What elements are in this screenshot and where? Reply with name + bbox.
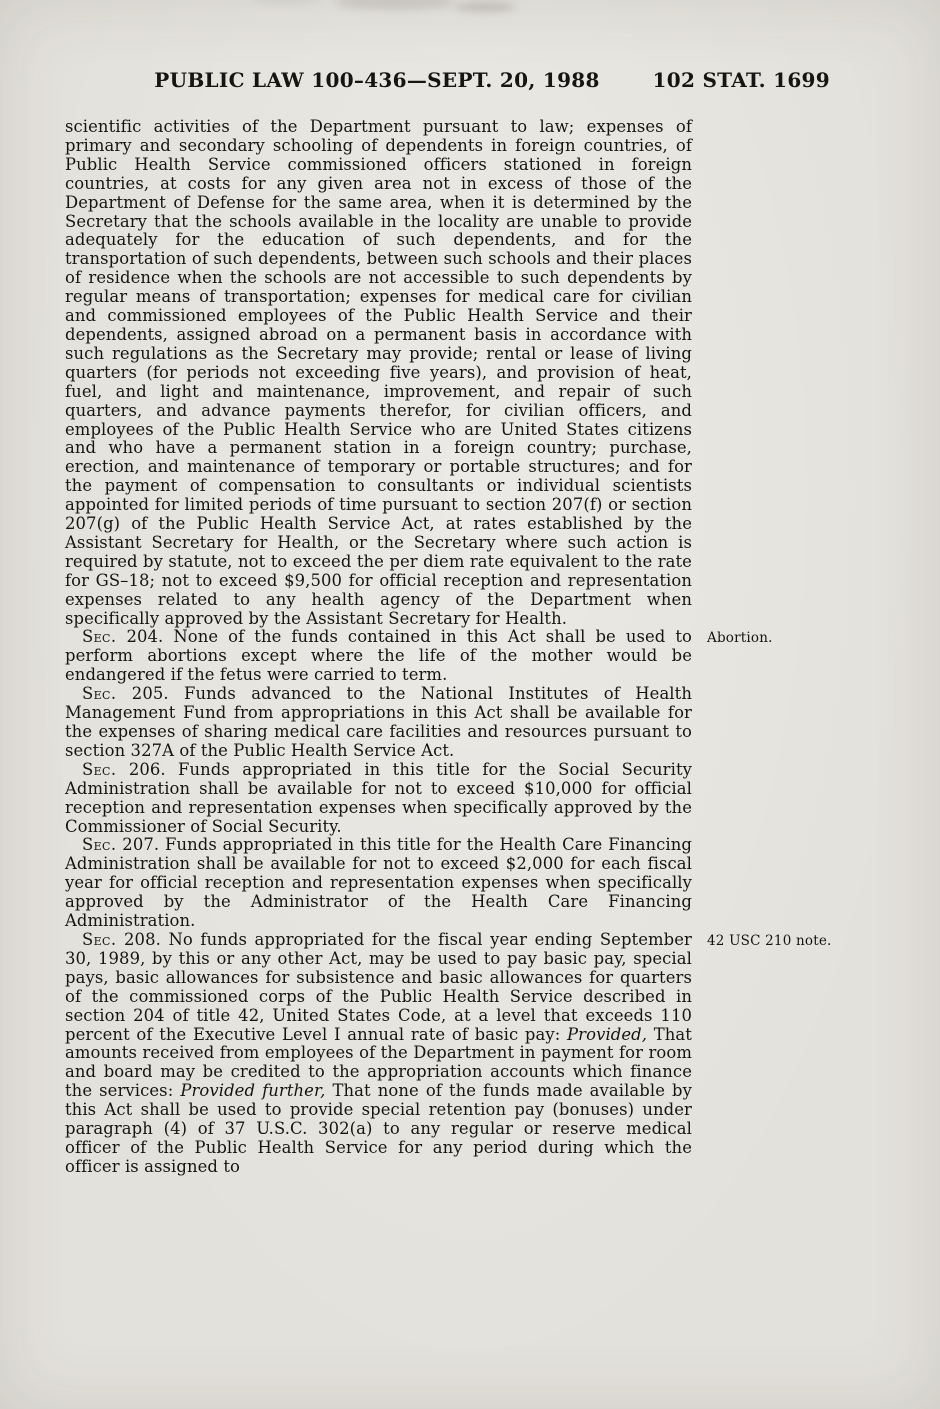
statute-page-number: 102 STAT. 1699 [652,68,830,92]
section-label: Sec. [82,684,117,704]
page-header [65,68,830,94]
section-label: Sec. [82,627,117,647]
scan-artifact [455,2,515,12]
text-segment: 208. No funds appropriated for the fiscal year ending September 30, 1989, by this or any other Act, may be used to pay basic pay, special pays, basic allowances for subsistence and basic allowances for quarters of the commissioned corps of the Public Health Service described in section 204 of title 42, United States Code, at a level that exceeds 110 percent of the Executive Level I annual rate of basic pay: [65,929,692,1044]
statute-paragraph [65,627,773,685]
statute-paragraph [65,118,692,628]
text-segment: 206. Funds appropriated in this title for the Social Security Administration shall be available for not to exceed $10,000 for official reception and representation expenses when specifically approved by the Commissioner of Social Security. [65,759,692,836]
scan-artifact [250,0,320,4]
law-title: PUBLIC LAW 100–436—SEPT. 20, 1988 [154,68,600,92]
text-segment: scientific activities of the Department pursuant to law; expenses of primary and secondary schooling of dependents in foreign countries, of Public Health Service commissioned officers stationed in foreign countries, at costs for any given area not in excess of those of the Department of Defense for the same area, when it is determined by the Secretary that the schools available in the locality are unable to provide adequately for the education of such dependents, and for the transportation of such dependents, between such schools and their places of residence when the schools are not accessible to such dependents by regular means of transportation; expenses for medical care for civilian and commissioned employees of the Public Health Service and their dependents, assigned abroad on a permanent basis in accordance with such regulations as the Secretary may provide; rental or lease of living quarters (for periods not exceeding five years), and provision of heat, fuel, and light and maintenance, improvement, and repair of such quarters, and advance payments therefor, for civilian officers, and employees of the Public Health Service who are United States citizens and who have a permanent station in a foreign country; purchase, erection, and maintenance of temporary or portable structures; and for the payment of compensation to consultants or individual scientists appointed for limited periods of time pursuant to section 207(f) or section 207(g) of the Public Health Service Act, at rates established by the Assistant Secretary for Health, or the Secretary where such action is required by statute, not to exceed the per diem rate equivalent to the rate for GS–18; not to exceed $9,500 for official reception and representation expenses related to any health agency of the Department when specifically approved by the Assistant Secretary for Health. [65,117,692,628]
statute-paragraph [65,761,692,837]
section-label: Sec. [82,929,117,949]
margin-note: Abortion. [707,630,773,647]
text-segment: That none of the funds made available by this Act shall be used to provide special retention pay (bonuses) under paragraph (4) of 37 U.S.C. 302(a) to any regular or reserve medical officer of the Public Health Service for any period during which the officer is assigned to [65,1081,693,1176]
scan-artifact [335,0,455,10]
text-segment: 207. Funds appropriated in this title for the Health Care Financing Administration shall be available for not to exceed $2,000 for each fiscal year for official reception and representation expenses when specifically approved by the Administrator of the Health Care Financing Administration. [65,835,692,931]
statute-paragraph [65,929,832,1177]
text-segment: Provided, [567,1024,648,1044]
margin-note: 42 USC 210 note. [707,932,832,949]
section-label: Sec. [82,835,117,855]
text-segment: 204. None of the funds contained in this Act shall be used to perform abortions except where the life of the mother would be endangered if the fetus were carried to term. [65,627,692,685]
section-label: Sec. [82,759,117,779]
statute-paragraph [65,685,692,761]
text-segment: That amounts received from employees of the Department in payment for room and board may be credited to the appropriation accounts which finance the services: [65,1024,692,1101]
text-segment: Provided further, [180,1081,326,1101]
text-column [65,117,832,1177]
statute-paragraph [65,836,692,931]
text-segment: 205. Funds advanced to the National Institutes of Health Management Fund from appropriations in this Act shall be available for the expenses of sharing medical care facilities and resources pursuant to section 327A of the Public Health Service Act. [65,684,692,760]
